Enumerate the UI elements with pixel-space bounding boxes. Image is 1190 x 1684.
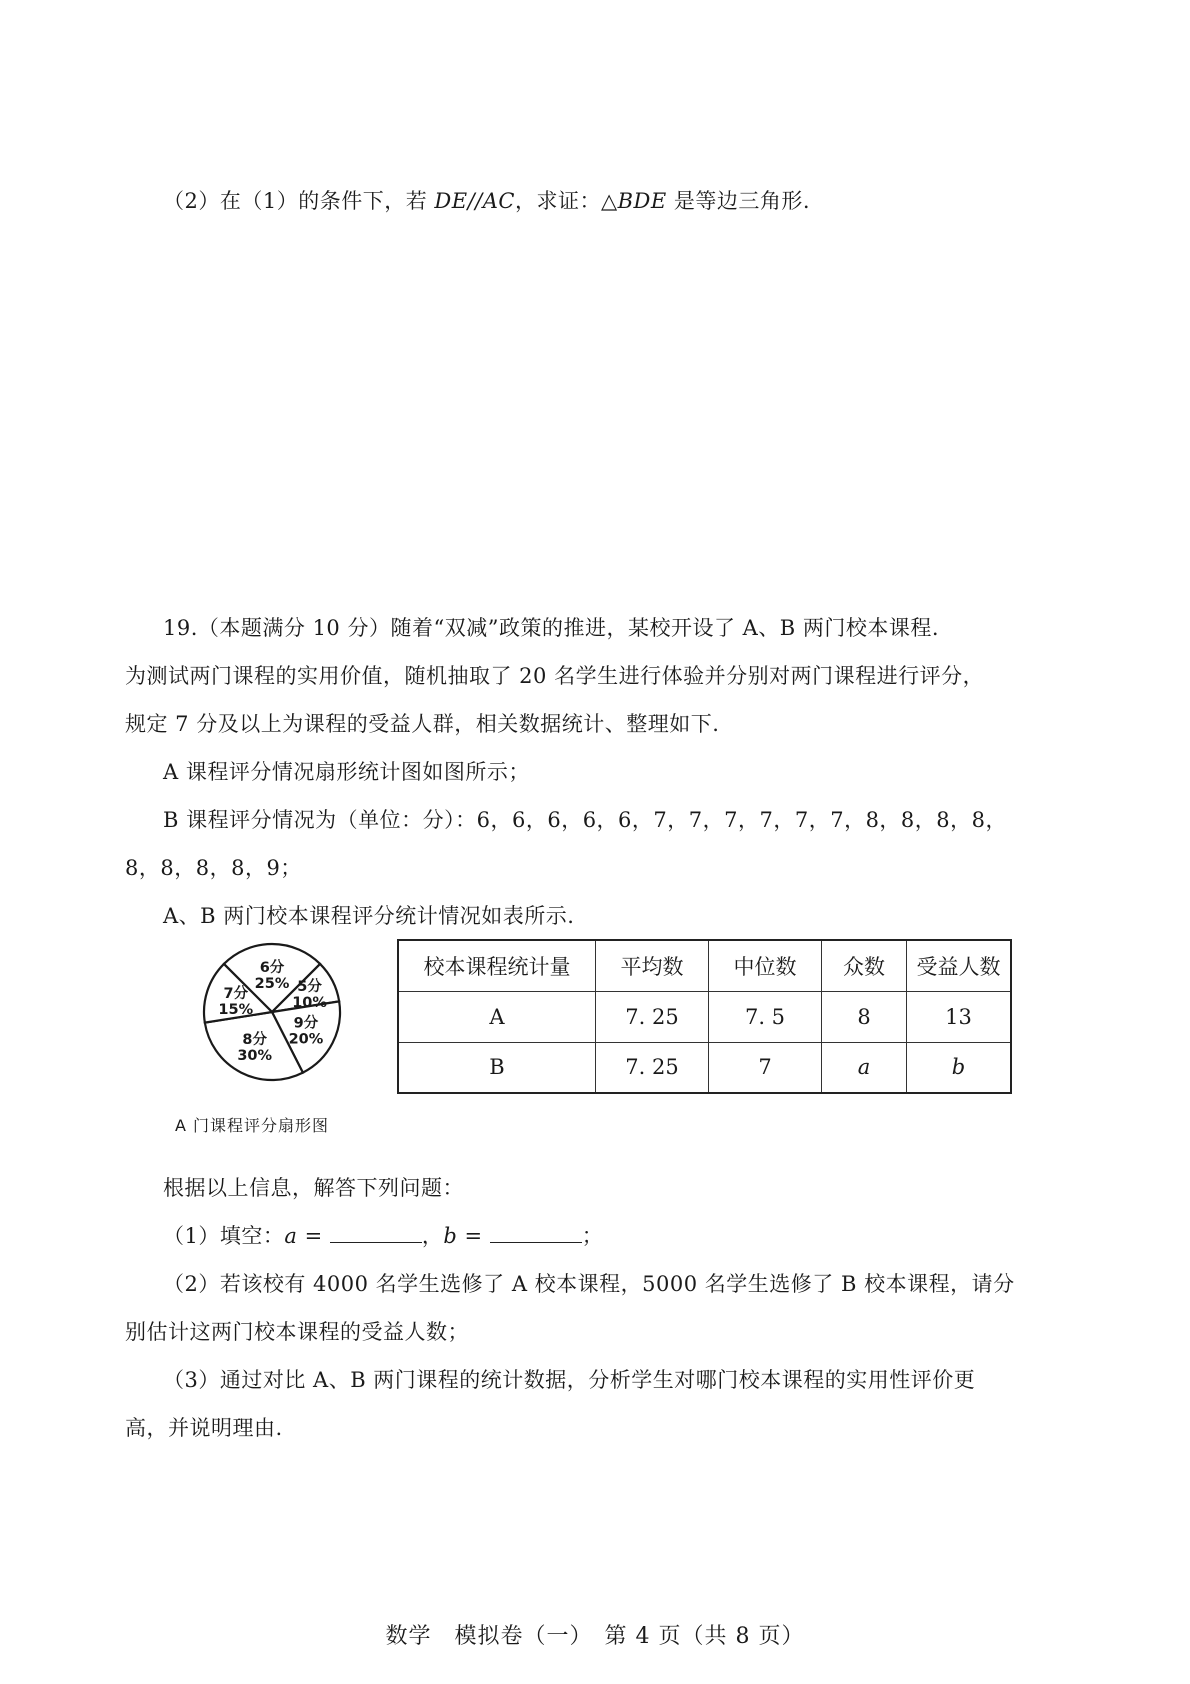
q18-prefix: （2）在（1）的条件下，若 xyxy=(163,189,435,213)
pie-slice-label-0: 6分 xyxy=(259,959,285,976)
table-header-cell: 众数 xyxy=(822,940,907,991)
q18-mid: ，求证：△ xyxy=(514,189,618,213)
q1-separator: ， xyxy=(421,1224,444,1248)
table-cell: 7. 25 xyxy=(596,991,709,1042)
q1-equals-b: = xyxy=(457,1224,490,1248)
q19-line2: 为测试两门课程的实用价值，随机抽取了 20 名学生进行体验并分别对两门课程进行评分， xyxy=(125,664,985,688)
answer-blank-a[interactable] xyxy=(330,1222,422,1243)
q19-line5: B 课程评分情况为（单位：分）：6，6，6，6，6，7，7，7，7，7，7，8，8，8，8， xyxy=(163,808,1008,832)
stats-table xyxy=(397,939,1012,1094)
q18-part2-line xyxy=(163,185,810,215)
q18-suffix: 是等边三角形. xyxy=(666,189,811,213)
question-2-line2: 别估计这两门校本课程的受益人数； xyxy=(125,1320,469,1344)
pie-slice-label-1: 5分 xyxy=(297,978,322,995)
q19-line6: 8，8，8，8，9； xyxy=(125,856,302,880)
table-row xyxy=(398,991,1011,1042)
q19-line4: A 课程评分情况扇形统计图如图所示； xyxy=(163,760,530,784)
q19-line7: A、B 两门校本课程评分统计情况如表所示. xyxy=(163,904,575,928)
table-header-row xyxy=(398,940,1011,991)
q18-triangle: BDE xyxy=(617,189,667,213)
answer-blank-b[interactable] xyxy=(490,1222,582,1243)
q1-equals-a: = xyxy=(297,1224,330,1248)
table-row xyxy=(398,1042,1011,1093)
question-2-line1: （2）若该校有 4000 名学生选修了 A 校本课程，5000 名学生选修了 B 校本课程，请分 xyxy=(163,1272,1015,1296)
table-header-cell: 平均数 xyxy=(596,940,709,991)
pie-chart xyxy=(200,940,344,1084)
question-3-line2: 高，并说明理由. xyxy=(125,1416,283,1440)
q1-end: ； xyxy=(581,1224,604,1248)
pie-slice-percent-2: 20% xyxy=(288,1031,324,1048)
page-footer: 数学 模拟卷（一） 第 4 页（共 8 页） xyxy=(385,1624,805,1649)
table-cell: a xyxy=(822,1042,907,1093)
table-cell: 8 xyxy=(822,991,907,1042)
pie-slice-label-4: 7分 xyxy=(223,986,249,1003)
table-header-cell: 受益人数 xyxy=(907,940,1012,991)
pie-slice-percent-1: 10% xyxy=(292,994,327,1011)
table-cell: A xyxy=(398,991,596,1042)
pie-slice-percent-4: 15% xyxy=(218,1002,254,1019)
pie-slice-percent-3: 30% xyxy=(237,1047,273,1064)
pie-slice-percent-0: 25% xyxy=(254,975,290,992)
q1-prefix: （1）填空： xyxy=(163,1224,285,1248)
table-cell: 7 xyxy=(709,1042,822,1093)
pie-slice-label-3: 8分 xyxy=(242,1031,268,1048)
table-cell: B xyxy=(398,1042,596,1093)
question-1 xyxy=(163,1220,603,1250)
pie-slice-label-2: 9分 xyxy=(293,1015,319,1032)
q19-line3: 规定 7 分及以上为课程的受益人群，相关数据统计、整理如下. xyxy=(125,712,720,736)
pie-caption: A 门课程评分扇形图 xyxy=(175,1116,330,1135)
table-header-cell: 中位数 xyxy=(709,940,822,991)
table-cell: 7. 25 xyxy=(596,1042,709,1093)
q18-condition: DE//AC xyxy=(434,189,515,213)
table-cell: b xyxy=(907,1042,1012,1093)
q19-line1: 19.（本题满分 10 分）随着“双减”政策的推进，某校开设了 A、B 两门校本课程. xyxy=(163,616,940,640)
q1-var-a: a xyxy=(284,1224,298,1248)
questions-intro: 根据以上信息，解答下列问题： xyxy=(163,1176,464,1200)
table-cell: 7. 5 xyxy=(709,991,822,1042)
table-cell: 13 xyxy=(907,991,1012,1042)
q1-var-b: b xyxy=(443,1224,458,1248)
table-header-cell: 校本课程统计量 xyxy=(398,940,596,991)
question-3-line1: （3）通过对比 A、B 两门课程的统计数据，分析学生对哪门校本课程的实用性评价更 xyxy=(163,1368,976,1392)
